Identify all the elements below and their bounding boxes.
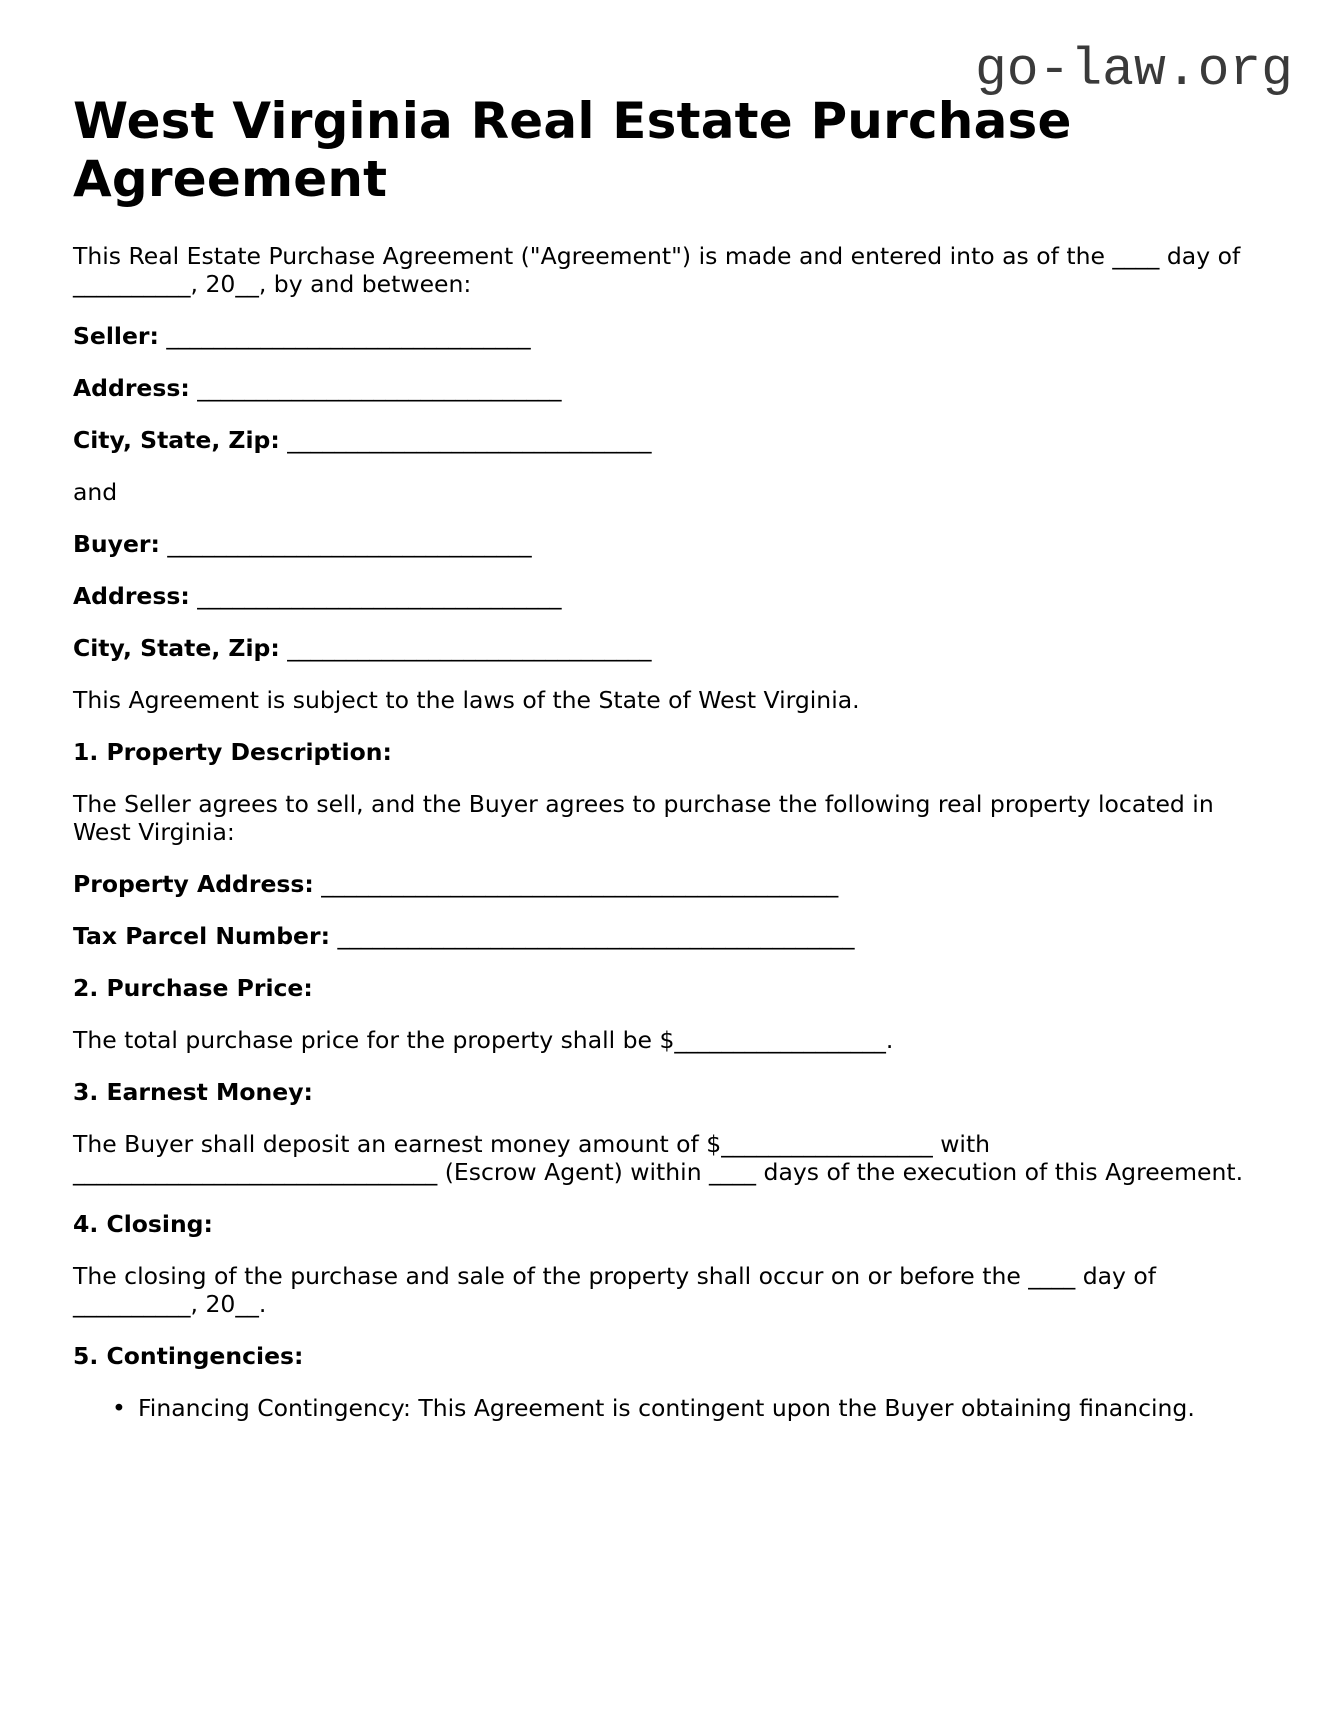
watermark-go-law: go-law.org [974, 40, 1293, 100]
contingency-item-financing: • Financing Contingency: This Agreement is contingent upon the Buyer obtaining financing. [138, 1394, 1263, 1422]
seller-name-blank[interactable]: _______________________________ [166, 322, 531, 350]
seller-address-label: Address: [73, 374, 190, 402]
seller-city-blank[interactable]: _______________________________ [287, 426, 652, 454]
section-heading-property-description: 1. Property Description: [73, 738, 392, 766]
section-heading-closing: 4. Closing: [73, 1210, 213, 1238]
property-address-label: Property Address: [73, 870, 314, 898]
property-address-blank[interactable]: ____________________________________________ [321, 870, 839, 898]
seller-city-label: City, State, Zip: [73, 426, 280, 454]
buyer-address-blank[interactable]: _______________________________ [197, 582, 562, 610]
buyer-name-label: Buyer: [73, 530, 160, 558]
document-title: West Virginia Real Estate Purchase Agreement [73, 92, 1072, 208]
section-heading-earnest-money: 3. Earnest Money: [73, 1078, 313, 1106]
section-body-earnest-money: The Buyer shall deposit an earnest money amount of $__________________ with _______________________________ (Escrow Agent) within ____ days of the execution of this Agreement. [73, 1130, 1244, 1186]
seller-name-field [73, 322, 1263, 350]
intro-paragraph: This Real Estate Purchase Agreement ("Agreement") is made and entered into as of the ____ day of __________, 20__, by and between: [73, 242, 1241, 298]
buyer-address-label: Address: [73, 582, 190, 610]
property-address-field [73, 870, 1263, 898]
seller-name-label: Seller: [73, 322, 159, 350]
section-body-closing: The closing of the purchase and sale of the property shall occur on or before the ____ day of __________, 20__. [73, 1262, 1157, 1318]
seller-address-field [73, 374, 1263, 402]
buyer-city-blank[interactable]: _______________________________ [287, 634, 652, 662]
governing-law-paragraph: This Agreement is subject to the laws of the State of West Virginia. [73, 686, 860, 714]
tax-parcel-field [73, 922, 1263, 950]
section-body-property-description: The Seller agrees to sell, and the Buyer agrees to purchase the following real property located in West Virginia: [73, 790, 1214, 846]
buyer-address-field [73, 582, 1263, 610]
section-heading-contingencies: 5. Contingencies: [73, 1342, 304, 1370]
contingencies-list [73, 1394, 1263, 1422]
conjunction-and: and [73, 478, 118, 506]
tax-parcel-label: Tax Parcel Number: [73, 922, 330, 950]
buyer-name-field [73, 530, 1263, 558]
tax-parcel-blank[interactable]: ____________________________________________ [337, 922, 855, 950]
section-body-purchase-price: The total purchase price for the property shall be $__________________. [73, 1026, 894, 1054]
buyer-city-field [73, 634, 1263, 662]
buyer-name-blank[interactable]: _______________________________ [167, 530, 532, 558]
seller-city-field [73, 426, 1263, 454]
seller-address-blank[interactable]: _______________________________ [197, 374, 562, 402]
document-page [73, 92, 1263, 1422]
buyer-city-label: City, State, Zip: [73, 634, 280, 662]
section-heading-purchase-price: 2. Purchase Price: [73, 974, 313, 1002]
